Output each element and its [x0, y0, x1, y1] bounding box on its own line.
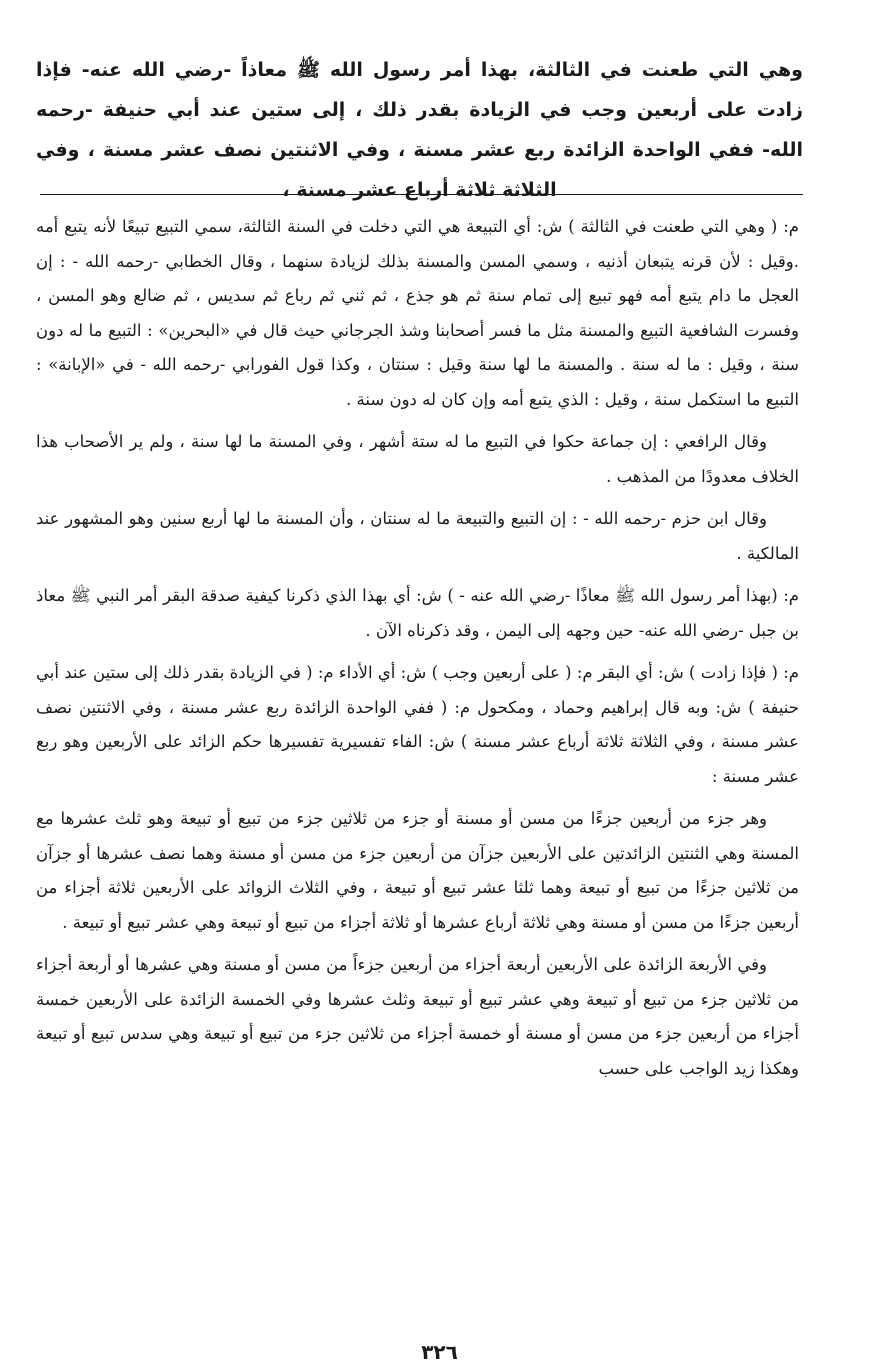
matn-text: وهي التي طعنت في الثالثة، بهذا أمر رسول الله ﷺ معاذاً -رضي الله عنه- فإذا زادت على أربعين وجب في الزيادة بقدر ذلك ، إلى ستين عند أبي حنيفة -رحمه الله- ففي الواحدة الزائدة ربع عشر مسنة ، وفي الاثنتين نصف عشر مسنة ، وفي الثلاثة ثلاثة أرباع عشر مسنة ، — [36, 59, 803, 201]
commentary-paragraph: وهر جزء من أربعين جزءًا من مسن أو مسنة أو جزء من ثلاثين جزء من تبيع أو تبيعة وهو ثلث عشرها مع المسنة وهي الثنتين الزائدتين على الأربعين جزآن من أربعين جزء من مسن أو مسنة وهما نصف عشرها أو جزآن من ثلاثين جزءًا من تبيع أو تبيعة وهما ثلثا عشر تبيع أو تبيعة ، وفي الثلاث الزوائد على الأربعين ثلاثة أجزاء من أربعين جزءًا من مسن أو مسنة وهي ثلاثة أرباع عشرها أو ثلاثة أجزاء من تبيع أو تبيعة وهي عشر تبيع أو تبيعة . — [36, 809, 799, 932]
separator-rule — [40, 194, 803, 195]
commentary-section — [36, 210, 799, 1094]
commentary-paragraph: م: ( وهي التي طعنت في الثالثة ) ش: أي التبيعة هي التي دخلت في السنة الثالثة، سمي التبيع تبيعًا لأنه يتبع أمه .وقيل : لأن قرنه يتبعان أذنيه ، وسمي المسن والمسنة بذلك لزيادة سنهما ، وقال الخطابي -رحمه الله - : إن العجل ما دام يتبع أمه فهو تبيع إلى تمام سنة ثم هو جذع ، ثم ثني ثم رباع ثم سديس ، ثم ضالع وهو المسن ، وفسرت الشافعية التبيع والمسنة مثل ما فسر أصحابنا وشذ الجرجاني حيث قال في «البحرين» : التبيع ما له دون سنة ، وقيل : ما له سنة . والمسنة ما لها سنة وقيل : سنتان ، وكذا قول الفورابي -رحمه الله - في «الإبانة» : التبيع ما استكمل سنة ، وقيل : الذي يتبع أمه وإن كان له دون سنة . — [36, 217, 799, 409]
page-number: ٣٢٦ — [421, 1340, 458, 1364]
commentary-paragraph: وقال الرافعي : إن جماعة حكوا في التبيع ما له ستة أشهر ، وفي المسنة ما لها سنة ، ولم ير الأصحاب هذا الخلاف معدودًا من المذهب . — [36, 432, 799, 486]
commentary-paragraph: م: (بهذا أمر رسول الله ﷺ معاذًا -رضي الله عنه - ) ش: أي بهذا الذي ذكرنا كيفية صدقة البقر أمر النبي ﷺ معاذ بن جبل -رضي الله عنه- حين وجهه إلى اليمن ، وقد ذكرناه الآن . — [36, 586, 799, 640]
commentary-paragraph: وفي الأربعة الزائدة على الأربعين أربعة أجزاء من أربعين جزءاً من مسن أو مسنة وهي عشرها أو أربعة أجزاء من ثلاثين جزء من تبيع أو تبيعة وهي عشر تبيع أو تبيعة وثلث عشرها وفي الخمسة الزائدة على الأربعين خمسة أجزاء من أربعين جزء من مسن أو مسنة أو خمسة أجزاء من ثلاثين جزء من تبيع أو تبيعة وهي سدس تبيع أو تبيعة وهكذا زيد الواجب على حسب — [36, 955, 799, 1078]
commentary-paragraph: م: ( فإذا زادت ) ش: أي البقر م: ( على أربعين وجب ) ش: أي الأداء م: ( في الزيادة بقدر ذلك إلى ستين عند أبي حنيفة ) ش: وبه قال إبراهيم وحماد ، ومكحول م: ( ففي الواحدة الزائدة ربع عشر مسنة ، وفي الاثنتين نصف عشر مسنة ، وفي الثلاثة ثلاثة أرباع عشر مسنة ) ش: الفاء تفسيرية تفسيرها حكم الزائد على الأربعين وهو ربع عشر مسنة : — [36, 663, 799, 786]
commentary-paragraph: وقال ابن حزم -رحمه الله - : إن التبيع والتبيعة ما له سنتان ، وأن المسنة ما لها أربع سنين وهو المشهور عند المالكية . — [36, 509, 799, 563]
